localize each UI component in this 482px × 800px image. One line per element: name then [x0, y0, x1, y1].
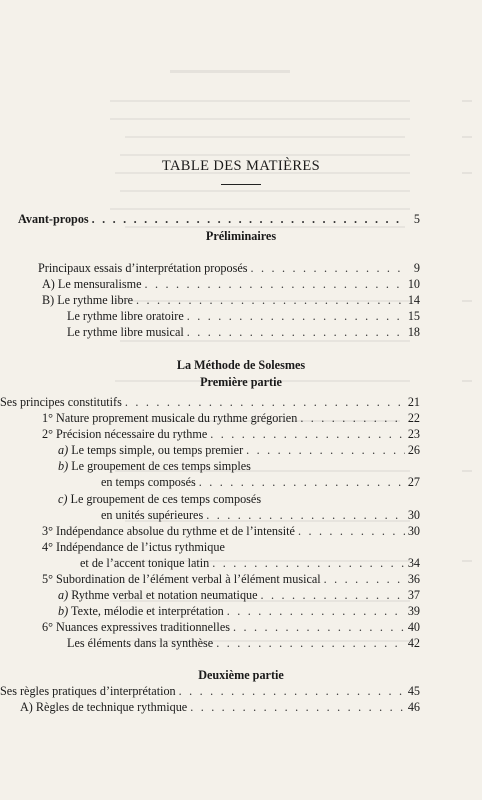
leader-dots	[187, 325, 405, 340]
toc-page-number: 10	[407, 277, 420, 291]
leader-dots	[187, 309, 405, 324]
leader-dots	[251, 261, 405, 276]
toc-entry-label: a) Le temps simple, ou temps premier	[58, 443, 244, 457]
toc-entry-label: 1° Nature proprement musicale du rythme grégorien	[42, 411, 298, 425]
toc-entry[interactable]	[80, 556, 420, 571]
leader-dots	[190, 700, 405, 715]
toc-page-number: 42	[407, 636, 420, 650]
toc-page-number: 15	[407, 309, 420, 323]
toc-entry[interactable]	[58, 604, 420, 619]
section-heading-premiere-partie: Première partie	[200, 375, 282, 389]
leader-dots	[216, 636, 405, 651]
toc-entry-label: Ses principes constitutifs	[0, 395, 122, 409]
toc-entry-label: 6° Nuances expressives traditionnelles	[42, 620, 230, 634]
toc-entry-avant-propos[interactable]	[18, 212, 420, 227]
toc-page-number: 27	[407, 475, 420, 489]
toc-page-number: 39	[407, 604, 420, 618]
page-title: TABLE DES MATIÈRES	[161, 158, 321, 174]
toc-entry[interactable]	[0, 684, 420, 699]
toc-entry-label: b) Texte, mélodie et interprétation	[58, 604, 224, 618]
toc-entry-label: Avant-propos	[18, 212, 89, 226]
toc-page-number: 26	[407, 443, 420, 457]
toc-entry-label: b) Le groupement de ces temps simples	[58, 459, 251, 473]
toc-entry[interactable]	[101, 475, 420, 490]
toc-entry-label: en temps composés	[101, 475, 196, 489]
toc-entry-label: Principaux essais d’interprétation proposés	[38, 261, 248, 275]
toc-entry[interactable]	[67, 309, 420, 324]
section-heading-deuxieme-partie: Deuxième partie	[198, 668, 284, 682]
toc-page-number: 34	[407, 556, 420, 570]
leader-dots	[261, 588, 405, 603]
toc-entry-label: et de l’accent tonique latin	[80, 556, 210, 570]
leader-dots	[210, 427, 405, 442]
toc-page-number: 37	[407, 588, 420, 602]
toc-page-number: 22	[407, 411, 420, 425]
toc-entry[interactable]	[42, 620, 420, 635]
toc-entry-label: Ses règles pratiques d’interprétation	[0, 684, 176, 698]
leader-dots	[298, 524, 405, 539]
toc-entry[interactable]	[42, 524, 420, 539]
toc-page-number: 45	[407, 684, 420, 698]
toc-page-number: 40	[407, 620, 420, 634]
toc-page-number: 36	[407, 572, 420, 586]
toc-entry-label: en unités supérieures	[101, 508, 204, 522]
toc-entry[interactable]	[42, 411, 420, 426]
leader-dots	[136, 293, 405, 308]
toc-entry-label: Le rythme libre musical	[67, 325, 184, 339]
toc-entry[interactable]	[101, 508, 420, 523]
toc-entry-label: c) Le groupement de ces temps composés	[58, 492, 262, 506]
toc-entry[interactable]	[38, 261, 420, 276]
toc-entry-label: B) Le rythme libre	[42, 293, 134, 307]
leader-dots	[212, 556, 405, 571]
toc-entry-label: a) Rythme verbal et notation neumatique	[58, 588, 258, 602]
toc-entry[interactable]	[0, 395, 420, 410]
toc-entry[interactable]	[67, 325, 420, 340]
leader-dots	[227, 604, 405, 619]
toc-page-number: 18	[407, 325, 420, 339]
toc-entry-label: 5° Subordination de l’élément verbal à l’élément musical	[42, 572, 321, 586]
toc-entry-label: 2° Précision nécessaire du rythme	[42, 427, 208, 441]
toc-entry[interactable]	[42, 572, 420, 587]
toc-entry-label: 4° Indépendance de l’ictus rythmique	[42, 540, 225, 554]
toc-entry-label: A) Le mensuralisme	[42, 277, 142, 291]
leader-dots	[246, 443, 405, 458]
leader-dots	[206, 508, 405, 523]
toc-entry[interactable]	[58, 443, 420, 458]
toc-entry[interactable]	[42, 293, 420, 308]
toc-page-number: 14	[407, 293, 420, 307]
leader-dots	[125, 395, 405, 410]
leader-dots	[92, 212, 405, 227]
toc-page-number: 30	[407, 508, 420, 522]
leader-dots	[300, 411, 405, 426]
toc-entry[interactable]	[20, 700, 420, 715]
toc-entry-label: Les éléments dans la synthèse	[67, 636, 214, 650]
toc-entry[interactable]	[67, 636, 420, 651]
toc-page-number: 46	[407, 700, 420, 714]
leader-dots	[233, 620, 405, 635]
toc-entry-label: 3° Indépendance absolue du rythme et de l’intensité	[42, 524, 295, 538]
toc-entry[interactable]	[58, 588, 420, 603]
toc-page-number: 5	[413, 212, 420, 226]
toc-entry[interactable]	[42, 277, 420, 292]
leader-dots	[179, 684, 405, 699]
toc-page-number: 30	[407, 524, 420, 538]
section-heading-preliminaires: Préliminaires	[205, 229, 277, 243]
title-divider	[221, 184, 261, 185]
toc-entry[interactable]	[42, 427, 420, 442]
toc-page-number: 23	[407, 427, 420, 441]
leader-dots	[145, 277, 405, 292]
toc-entry-label: A) Règles de technique rythmique	[20, 700, 188, 714]
leader-dots	[324, 572, 405, 587]
toc-page-number: 21	[407, 395, 420, 409]
toc-entry-label: Le rythme libre oratoire	[67, 309, 184, 323]
toc-page-number: 9	[413, 261, 420, 275]
part-heading-methode: La Méthode de Solesmes	[176, 358, 306, 372]
leader-dots	[199, 475, 405, 490]
